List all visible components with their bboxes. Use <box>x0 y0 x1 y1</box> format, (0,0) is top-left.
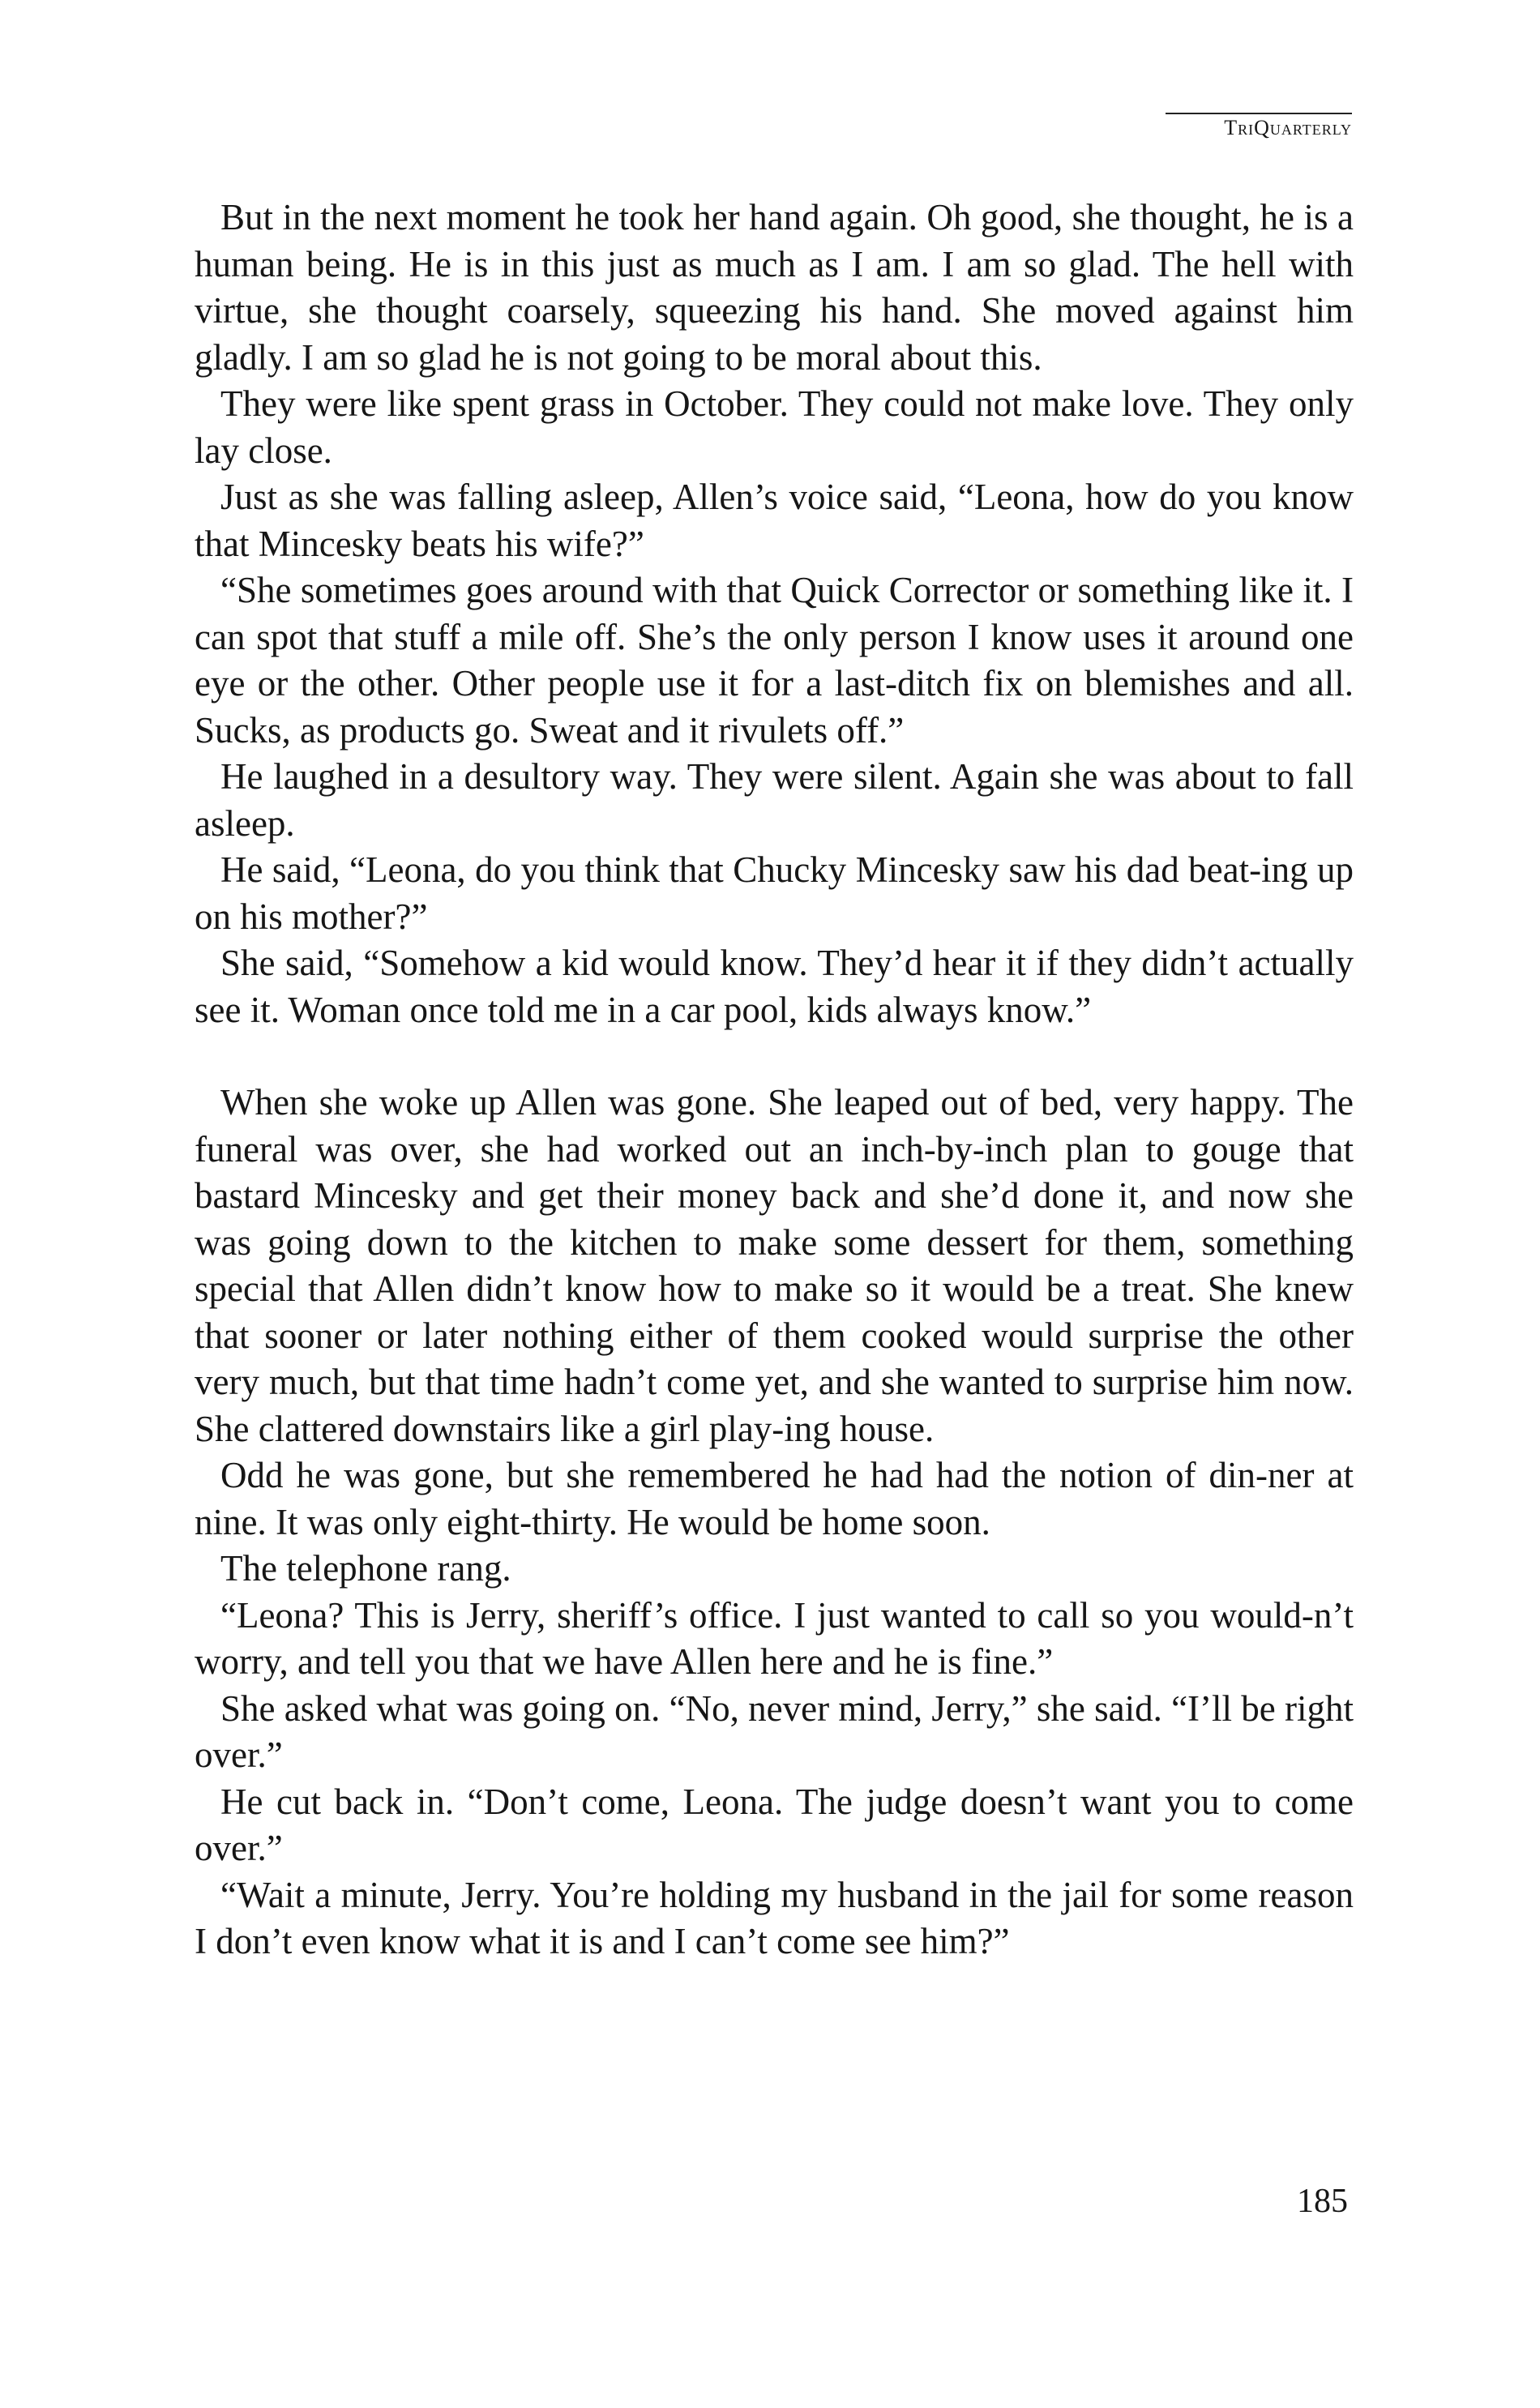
paragraph-section-start: When she woke up Allen was gone. She leaped out of bed, very happy. The funeral was over, she had worked out an inch-by-inch plan to gouge that bastard Mincesky and get their money back and she’d done it, and now she was going down to the kitchen to make some dessert for them, something special that Allen didn’t know how to make so it would be a treat. She knew that sooner or later nothing either of them cooked would surprise the other very much, but that time hadn’t come yet, and she wanted to surprise him now. She clattered downstairs like a girl play-ing house. <box>195 1082 1354 1449</box>
paragraph: But in the next moment he took her hand again. Oh good, she thought, he is a human being. He is in this just as much as I am. I am so glad. The hell with virtue, she thought coarsely, squeezing his hand. She moved against him gladly. I am so glad he is not going to be moral about this. <box>195 197 1354 378</box>
paragraph: She said, “Somehow a kid would know. They’d hear it if they didn’t actually see it. Woman once told me in a car pool, kids always know.” <box>195 943 1354 1030</box>
page-number: 185 <box>1297 2183 1348 2220</box>
paragraph: “Leona? This is Jerry, sheriff’s office. I just wanted to call so you would-n’t worry, and tell you that we have Allen here and he is fine.” <box>195 1594 1354 1682</box>
body-text <box>195 195 1354 1965</box>
paragraph: Just as she was falling asleep, Allen’s voice said, “Leona, how do you know that Mincesky beats his wife?” <box>195 477 1354 564</box>
paragraph: He said, “Leona, do you think that Chucky Mincesky saw his dad beat-ing up on his mother?” <box>195 849 1354 937</box>
paragraph: He cut back in. “Don’t come, Leona. The judge doesn’t want you to come over.” <box>195 1781 1354 1868</box>
running-head: TriQuarterly <box>1166 113 1352 140</box>
paragraph: Odd he was gone, but she remembered he had had the notion of din-ner at nine. It was only eight-thirty. He would be home soon. <box>195 1455 1354 1542</box>
paragraph: They were like spent grass in October. They could not make love. They only lay close. <box>195 383 1354 471</box>
paragraph: “Wait a minute, Jerry. You’re holding my husband in the jail for some reason I don’t even know what it is and I can’t come see him?” <box>195 1874 1354 1961</box>
paragraph: She asked what was going on. “No, never mind, Jerry,” she said. “I’ll be right over.” <box>195 1687 1354 1775</box>
paragraph: The telephone rang. <box>220 1548 511 1589</box>
paragraph: He laughed in a desultory way. They were silent. Again she was about to fall asleep. <box>195 756 1354 844</box>
paragraph: “She sometimes goes around with that Quick Corrector or something like it. I can spot that stuff a mile off. She’s the only person I know uses it around one eye or the other. Other people use it for a last-ditch fix on blemishes and all. Sucks, as products go. Sweat and it rivulets off.” <box>195 570 1354 751</box>
